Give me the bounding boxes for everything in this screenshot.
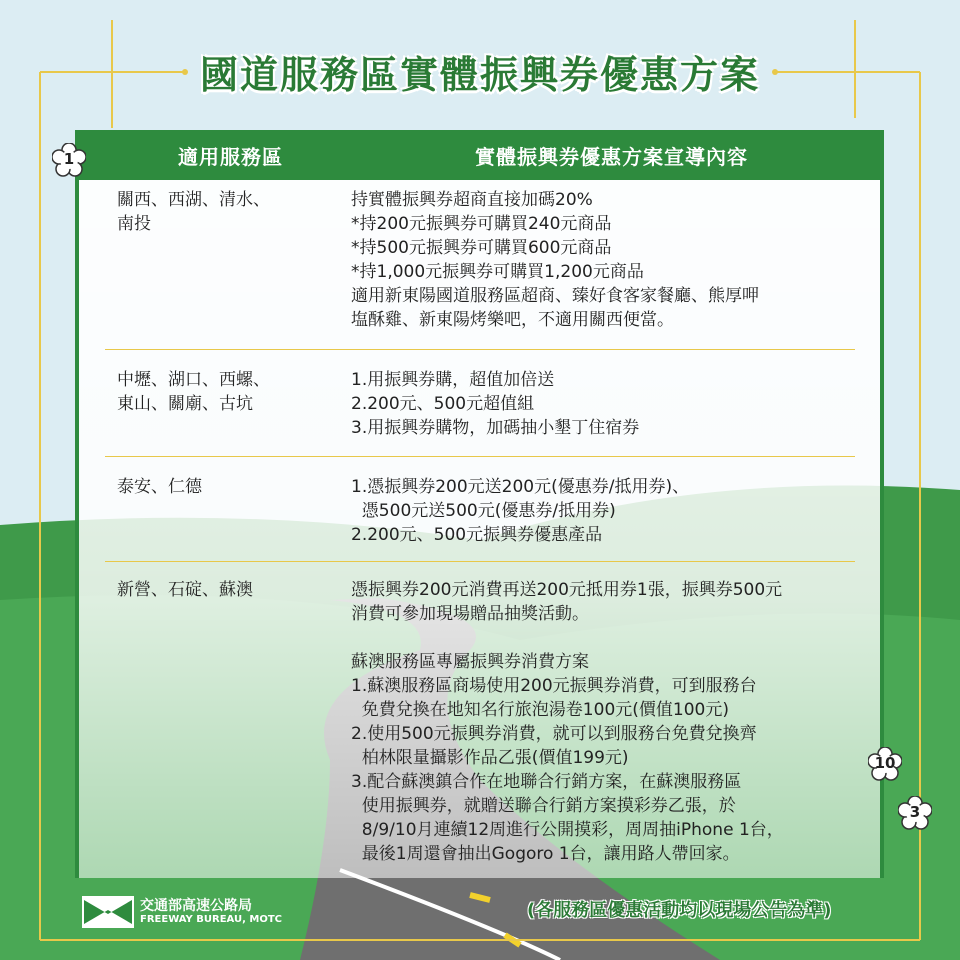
row-divider xyxy=(105,349,855,350)
freeway-bureau-logo-icon xyxy=(82,896,134,928)
row-area: 關西、西湖、清水、 南投 xyxy=(117,190,270,234)
row-description: 1.用振興券購，超值加倍送 2.200元、500元超值組 3.用振興券購物，加碼抽小墾丁住宿券 xyxy=(351,370,640,438)
header-service-area: 適用服務區 xyxy=(178,145,283,169)
flower-badge-icon: 3 xyxy=(898,796,932,830)
row-area: 中壢、湖口、西螺、 東山、關廟、古坑 xyxy=(117,370,270,414)
promo-table xyxy=(75,130,884,878)
logo-english: FREEWAY BUREAU, MOTC xyxy=(140,914,282,925)
page-title: 國道服務區實體振興券優惠方案 xyxy=(199,53,760,97)
flower-badge-icon: 1 xyxy=(52,143,86,177)
row-area: 泰安、仁德 xyxy=(117,477,202,497)
table-header xyxy=(75,130,884,180)
footer-note: (各服務區優惠活動均以現場公告為準) xyxy=(527,900,832,921)
row-divider xyxy=(105,456,855,457)
row-area: 新營、石碇、蘇澳 xyxy=(117,580,253,600)
row-description: 1.憑振興券200元送200元(優惠券/抵用券)、 憑500元送500元(優惠券/抵用券) 2.200元、500元振興券優惠產品 xyxy=(351,477,690,545)
row-divider xyxy=(105,561,855,562)
row-description: 憑振興券200元消費再送200元抵用券1張，振興券500元 消費可參加現場贈品抽獎活動。 蘇澳服務區專屬振興券消費方案 1.蘇澳服務區商場使用200元振興券消費，可到服務台 免費兌換在地知名行旅泡湯卷100元(價值100元) 2.使用500元振興券消費，就可以到服務台免費兌換齊 柏林限量攝影作品乙張(價值199元) 3.配合蘇澳鎮合作在地聯合行銷方案，在蘇澳服務區 使用振興券，就贈送聯合行銷方案摸彩券乙張，於 8/9/10月連續12周進行公開摸彩，周周抽iPhone 1台， 最後1周還會抽出Gogoro 1台，讓用路人帶回家。 xyxy=(351,580,784,864)
logo-name: 交通部高速公路局 xyxy=(140,898,252,914)
header-promo-content: 實體振興券優惠方案宣導內容 xyxy=(475,145,748,169)
row-description: 持實體振興券超商直接加碼20% *持200元振興券可購買240元商品 *持500元振興券可購買600元商品 *持1,000元振興券可購買1,200元商品 適用新東陽國道服務區超商、臻好食客家餐廳、熊厚呷 塩酥雞、新東陽烤樂吧，不適用關西便當。 xyxy=(351,190,759,330)
flower-badge-icon: 10 xyxy=(868,747,902,781)
